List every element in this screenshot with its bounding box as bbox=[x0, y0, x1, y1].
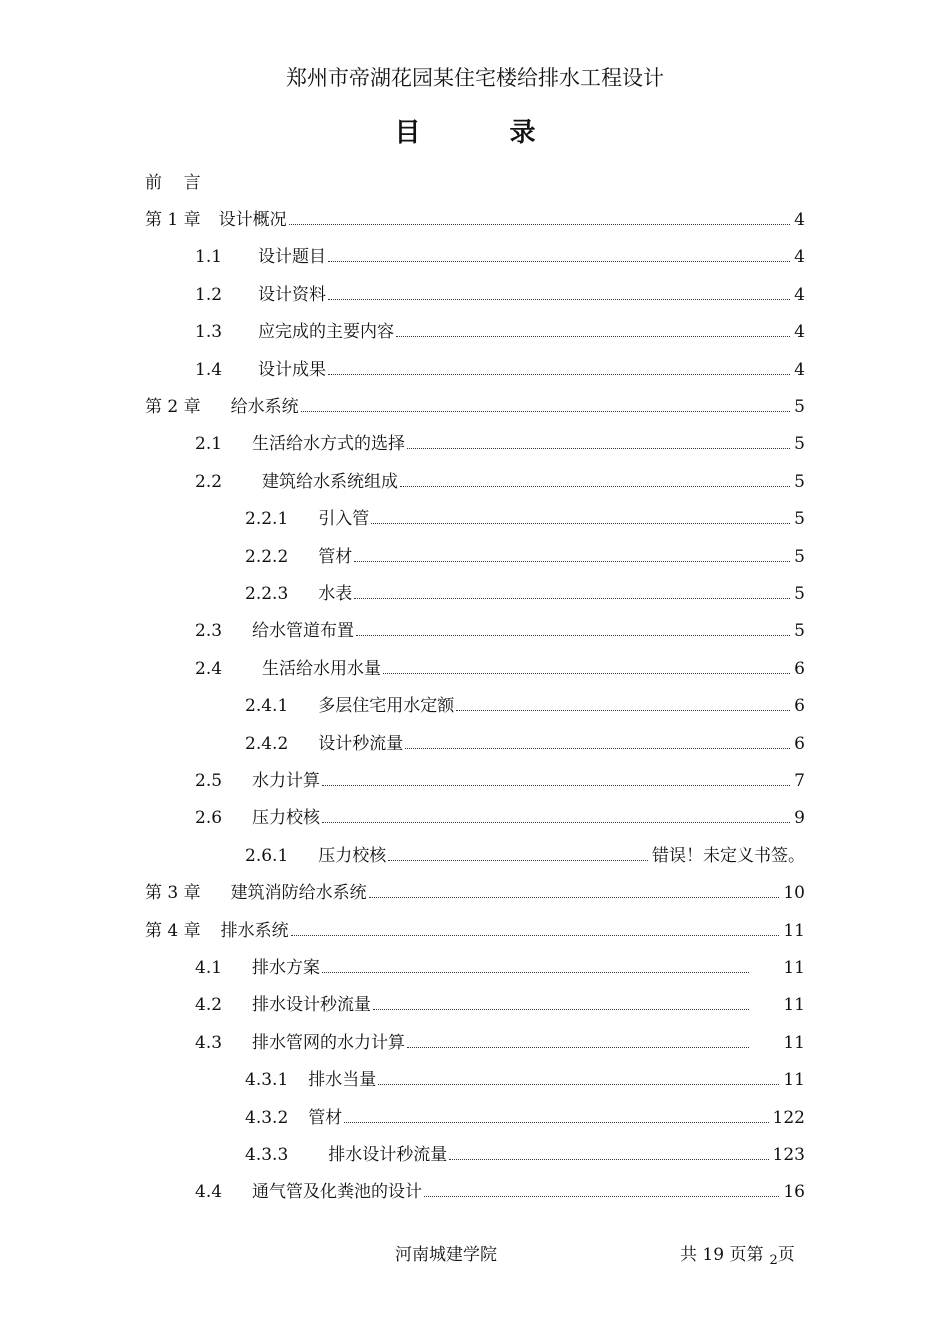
footer-current-page: 2 bbox=[769, 1253, 778, 1268]
toc-entry-page: 错误！未定义书签。 bbox=[652, 846, 805, 866]
toc-entry-number: 1.3 bbox=[195, 322, 223, 342]
toc-entry-label: 管材 bbox=[308, 1108, 343, 1128]
toc-entry[interactable] bbox=[195, 244, 805, 270]
toc-leader-dots bbox=[322, 805, 790, 823]
toc-entry-number: 1.1 bbox=[195, 247, 223, 267]
toc-entry-label: 生活给水方式的选择 bbox=[252, 434, 406, 454]
toc-leader-dots bbox=[388, 843, 648, 861]
toc-entry-label: 应完成的主要内容 bbox=[258, 322, 395, 342]
toc-entry[interactable] bbox=[245, 1105, 805, 1131]
toc-entry-number: 1.4 bbox=[195, 360, 223, 380]
toc-leader-dots bbox=[322, 768, 790, 786]
toc-entry-label: 引入管 bbox=[318, 509, 370, 529]
toc-entry-number: 2.6.1 bbox=[245, 846, 289, 866]
toc-entry-page: 4 bbox=[794, 285, 805, 305]
toc-entry-number: 1.2 bbox=[195, 285, 223, 305]
toc-entry[interactable] bbox=[245, 506, 805, 532]
toc-entry[interactable] bbox=[195, 282, 805, 308]
toc-entry-page: 6 bbox=[794, 734, 805, 754]
toc-leader-dots bbox=[322, 955, 749, 973]
toc-entry[interactable] bbox=[195, 955, 805, 981]
toc-entry-page: 10 bbox=[783, 883, 805, 903]
toc-leader-dots bbox=[301, 394, 791, 412]
toc-title: 目 录 bbox=[394, 118, 576, 148]
toc-entry-label: 排水设计秒流量 bbox=[328, 1145, 448, 1165]
toc-entry[interactable] bbox=[145, 207, 805, 233]
toc-leader-dots bbox=[328, 282, 790, 300]
toc-entry-number: 4.1 bbox=[195, 958, 223, 978]
toc-entry-number: 2.2.3 bbox=[245, 584, 289, 604]
toc-leader-dots bbox=[291, 918, 780, 936]
footer-school: 河南城建学院 bbox=[395, 1245, 497, 1265]
toc-entry-page: 5 bbox=[794, 584, 805, 604]
toc-entry-label: 管材 bbox=[318, 547, 353, 567]
toc-leader-dots bbox=[424, 1179, 779, 1197]
toc-entry-label: 压力校核 bbox=[252, 808, 321, 828]
toc-entry[interactable] bbox=[145, 880, 805, 906]
toc-entry-number: 4.3.1 bbox=[245, 1070, 289, 1090]
toc-leader-dots bbox=[407, 431, 790, 449]
toc-entry-label: 设计秒流量 bbox=[318, 734, 404, 754]
toc-entry-label: 设计题目 bbox=[258, 247, 327, 267]
toc-entry[interactable] bbox=[245, 843, 805, 869]
toc-leader-dots bbox=[354, 544, 790, 562]
toc-entry-number: 第 4 章 bbox=[145, 921, 201, 941]
toc-entry[interactable] bbox=[245, 1142, 805, 1168]
toc-entry[interactable] bbox=[195, 768, 805, 794]
toc-entry-number: 2.3 bbox=[195, 621, 223, 641]
toc-leader-dots bbox=[328, 357, 790, 375]
toc-entry-page: 11 bbox=[783, 921, 805, 941]
toc-entry-label: 压力校核 bbox=[318, 846, 387, 866]
toc-entry-label: 建筑消防给水系统 bbox=[230, 883, 367, 903]
toc-entry[interactable] bbox=[195, 469, 805, 495]
toc-entry[interactable] bbox=[245, 581, 805, 607]
toc-leader-dots bbox=[407, 1030, 749, 1048]
toc-entry-page: 16 bbox=[783, 1182, 805, 1202]
toc-leader-dots bbox=[289, 207, 791, 225]
toc-entry[interactable] bbox=[195, 319, 805, 345]
toc-entry[interactable] bbox=[195, 618, 805, 644]
toc-entry-label: 给水管道布置 bbox=[252, 621, 355, 641]
toc-leader-dots bbox=[369, 880, 780, 898]
toc-entry[interactable] bbox=[245, 544, 805, 570]
toc-entry[interactable] bbox=[195, 1030, 805, 1056]
toc-entry-page: 4 bbox=[794, 247, 805, 267]
toc-entry[interactable] bbox=[145, 918, 805, 944]
toc-entry[interactable] bbox=[245, 1067, 805, 1093]
toc-entry-number: 第 1 章 bbox=[145, 210, 201, 230]
toc-entry-page: 5 bbox=[794, 434, 805, 454]
footer-pages-prefix: 共 19 页第 bbox=[680, 1245, 764, 1265]
toc-leader-dots bbox=[456, 693, 790, 711]
toc-entry-page: 5 bbox=[794, 472, 805, 492]
toc-entry-number: 2.2 bbox=[195, 472, 223, 492]
toc-entry-label: 多层住宅用水定额 bbox=[318, 696, 455, 716]
toc-entry-page: 123 bbox=[772, 1145, 805, 1165]
toc-entry[interactable] bbox=[245, 693, 805, 719]
toc-entry-label: 设计成果 bbox=[258, 360, 327, 380]
toc-entry-label: 给水系统 bbox=[230, 397, 299, 417]
toc-entry-label: 排水当量 bbox=[308, 1070, 377, 1090]
toc-entry-label: 设计概况 bbox=[218, 210, 287, 230]
toc-entry-number: 2.2.1 bbox=[245, 509, 289, 529]
toc-entry[interactable] bbox=[195, 431, 805, 457]
toc-entry-label: 建筑给水系统组成 bbox=[262, 472, 399, 492]
footer-pages-suffix: 页 bbox=[777, 1245, 795, 1265]
toc-entry-number: 4.2 bbox=[195, 995, 223, 1015]
toc-entry-number: 第 3 章 bbox=[145, 883, 201, 903]
toc-entry-label: 排水管网的水力计算 bbox=[252, 1033, 406, 1053]
toc-entry-page: 5 bbox=[794, 397, 805, 417]
toc-leader-dots bbox=[354, 581, 790, 599]
toc-entry-label: 生活给水用水量 bbox=[262, 659, 382, 679]
toc-entry-label: 设计资料 bbox=[258, 285, 327, 305]
toc-leader-dots bbox=[344, 1105, 768, 1123]
toc-entry-page: 9 bbox=[794, 808, 805, 828]
toc-entry-page: 4 bbox=[794, 360, 805, 380]
toc-preface-label: 前 言 bbox=[145, 173, 201, 193]
toc-entry-page: 5 bbox=[794, 621, 805, 641]
toc-entry-number: 4.3.2 bbox=[245, 1108, 289, 1128]
toc-entry-page: 11 bbox=[783, 1033, 805, 1053]
toc-leader-dots bbox=[356, 618, 790, 636]
toc-entry[interactable] bbox=[195, 357, 805, 383]
toc-entry[interactable] bbox=[145, 394, 805, 420]
toc-leader-dots bbox=[400, 469, 790, 487]
toc-leader-dots bbox=[396, 319, 790, 337]
toc-entry-number: 2.4 bbox=[195, 659, 223, 679]
toc-entry[interactable] bbox=[245, 731, 805, 757]
toc-entry-page: 11 bbox=[783, 995, 805, 1015]
toc-entry-label: 通气管及化粪池的设计 bbox=[252, 1182, 423, 1202]
toc-leader-dots bbox=[383, 656, 790, 674]
toc-entry[interactable] bbox=[195, 805, 805, 831]
toc-leader-dots bbox=[373, 992, 749, 1010]
toc-leader-dots bbox=[378, 1067, 779, 1085]
toc-entry-label: 排水设计秒流量 bbox=[252, 995, 372, 1015]
toc-entry[interactable] bbox=[195, 1179, 805, 1205]
document-header: 郑州市帝湖花园某住宅楼给排水工程设计 bbox=[286, 66, 664, 90]
toc-entry-page: 4 bbox=[794, 322, 805, 342]
toc-entry-page: 5 bbox=[794, 509, 805, 529]
footer-page-info bbox=[680, 1240, 795, 1268]
toc-entry-page: 11 bbox=[783, 1070, 805, 1090]
toc-entry-number: 2.2.2 bbox=[245, 547, 289, 567]
toc-entry-number: 2.4.1 bbox=[245, 696, 289, 716]
toc-entry-page: 6 bbox=[794, 696, 805, 716]
toc-entry-label: 水表 bbox=[318, 584, 353, 604]
toc-leader-dots bbox=[449, 1142, 768, 1160]
toc-entry-number: 4.4 bbox=[195, 1182, 223, 1202]
toc-entry-page: 4 bbox=[794, 210, 805, 230]
toc-leader-dots bbox=[371, 506, 790, 524]
toc-entry-number: 第 2 章 bbox=[145, 397, 201, 417]
toc-entry-label: 水力计算 bbox=[252, 771, 321, 791]
toc-entry-page: 6 bbox=[794, 659, 805, 679]
toc-entry-number: 2.6 bbox=[195, 808, 223, 828]
toc-leader-dots bbox=[405, 731, 790, 749]
toc-entry-number: 4.3.3 bbox=[245, 1145, 289, 1165]
toc-entry-number: 2.5 bbox=[195, 771, 223, 791]
toc-entry-page: 5 bbox=[794, 547, 805, 567]
toc-entry[interactable] bbox=[195, 656, 805, 682]
toc-entry-page: 11 bbox=[783, 958, 805, 978]
toc-entry-number: 4.3 bbox=[195, 1033, 223, 1053]
toc-entry[interactable] bbox=[195, 992, 805, 1018]
toc-entry-page: 122 bbox=[772, 1108, 805, 1128]
toc-entry-label: 排水方案 bbox=[252, 958, 321, 978]
toc-entry-page: 7 bbox=[794, 771, 805, 791]
toc-entry-number: 2.4.2 bbox=[245, 734, 289, 754]
toc-leader-dots bbox=[328, 244, 790, 262]
toc-entry-label: 排水系统 bbox=[220, 921, 289, 941]
toc-entry-number: 2.1 bbox=[195, 434, 223, 454]
